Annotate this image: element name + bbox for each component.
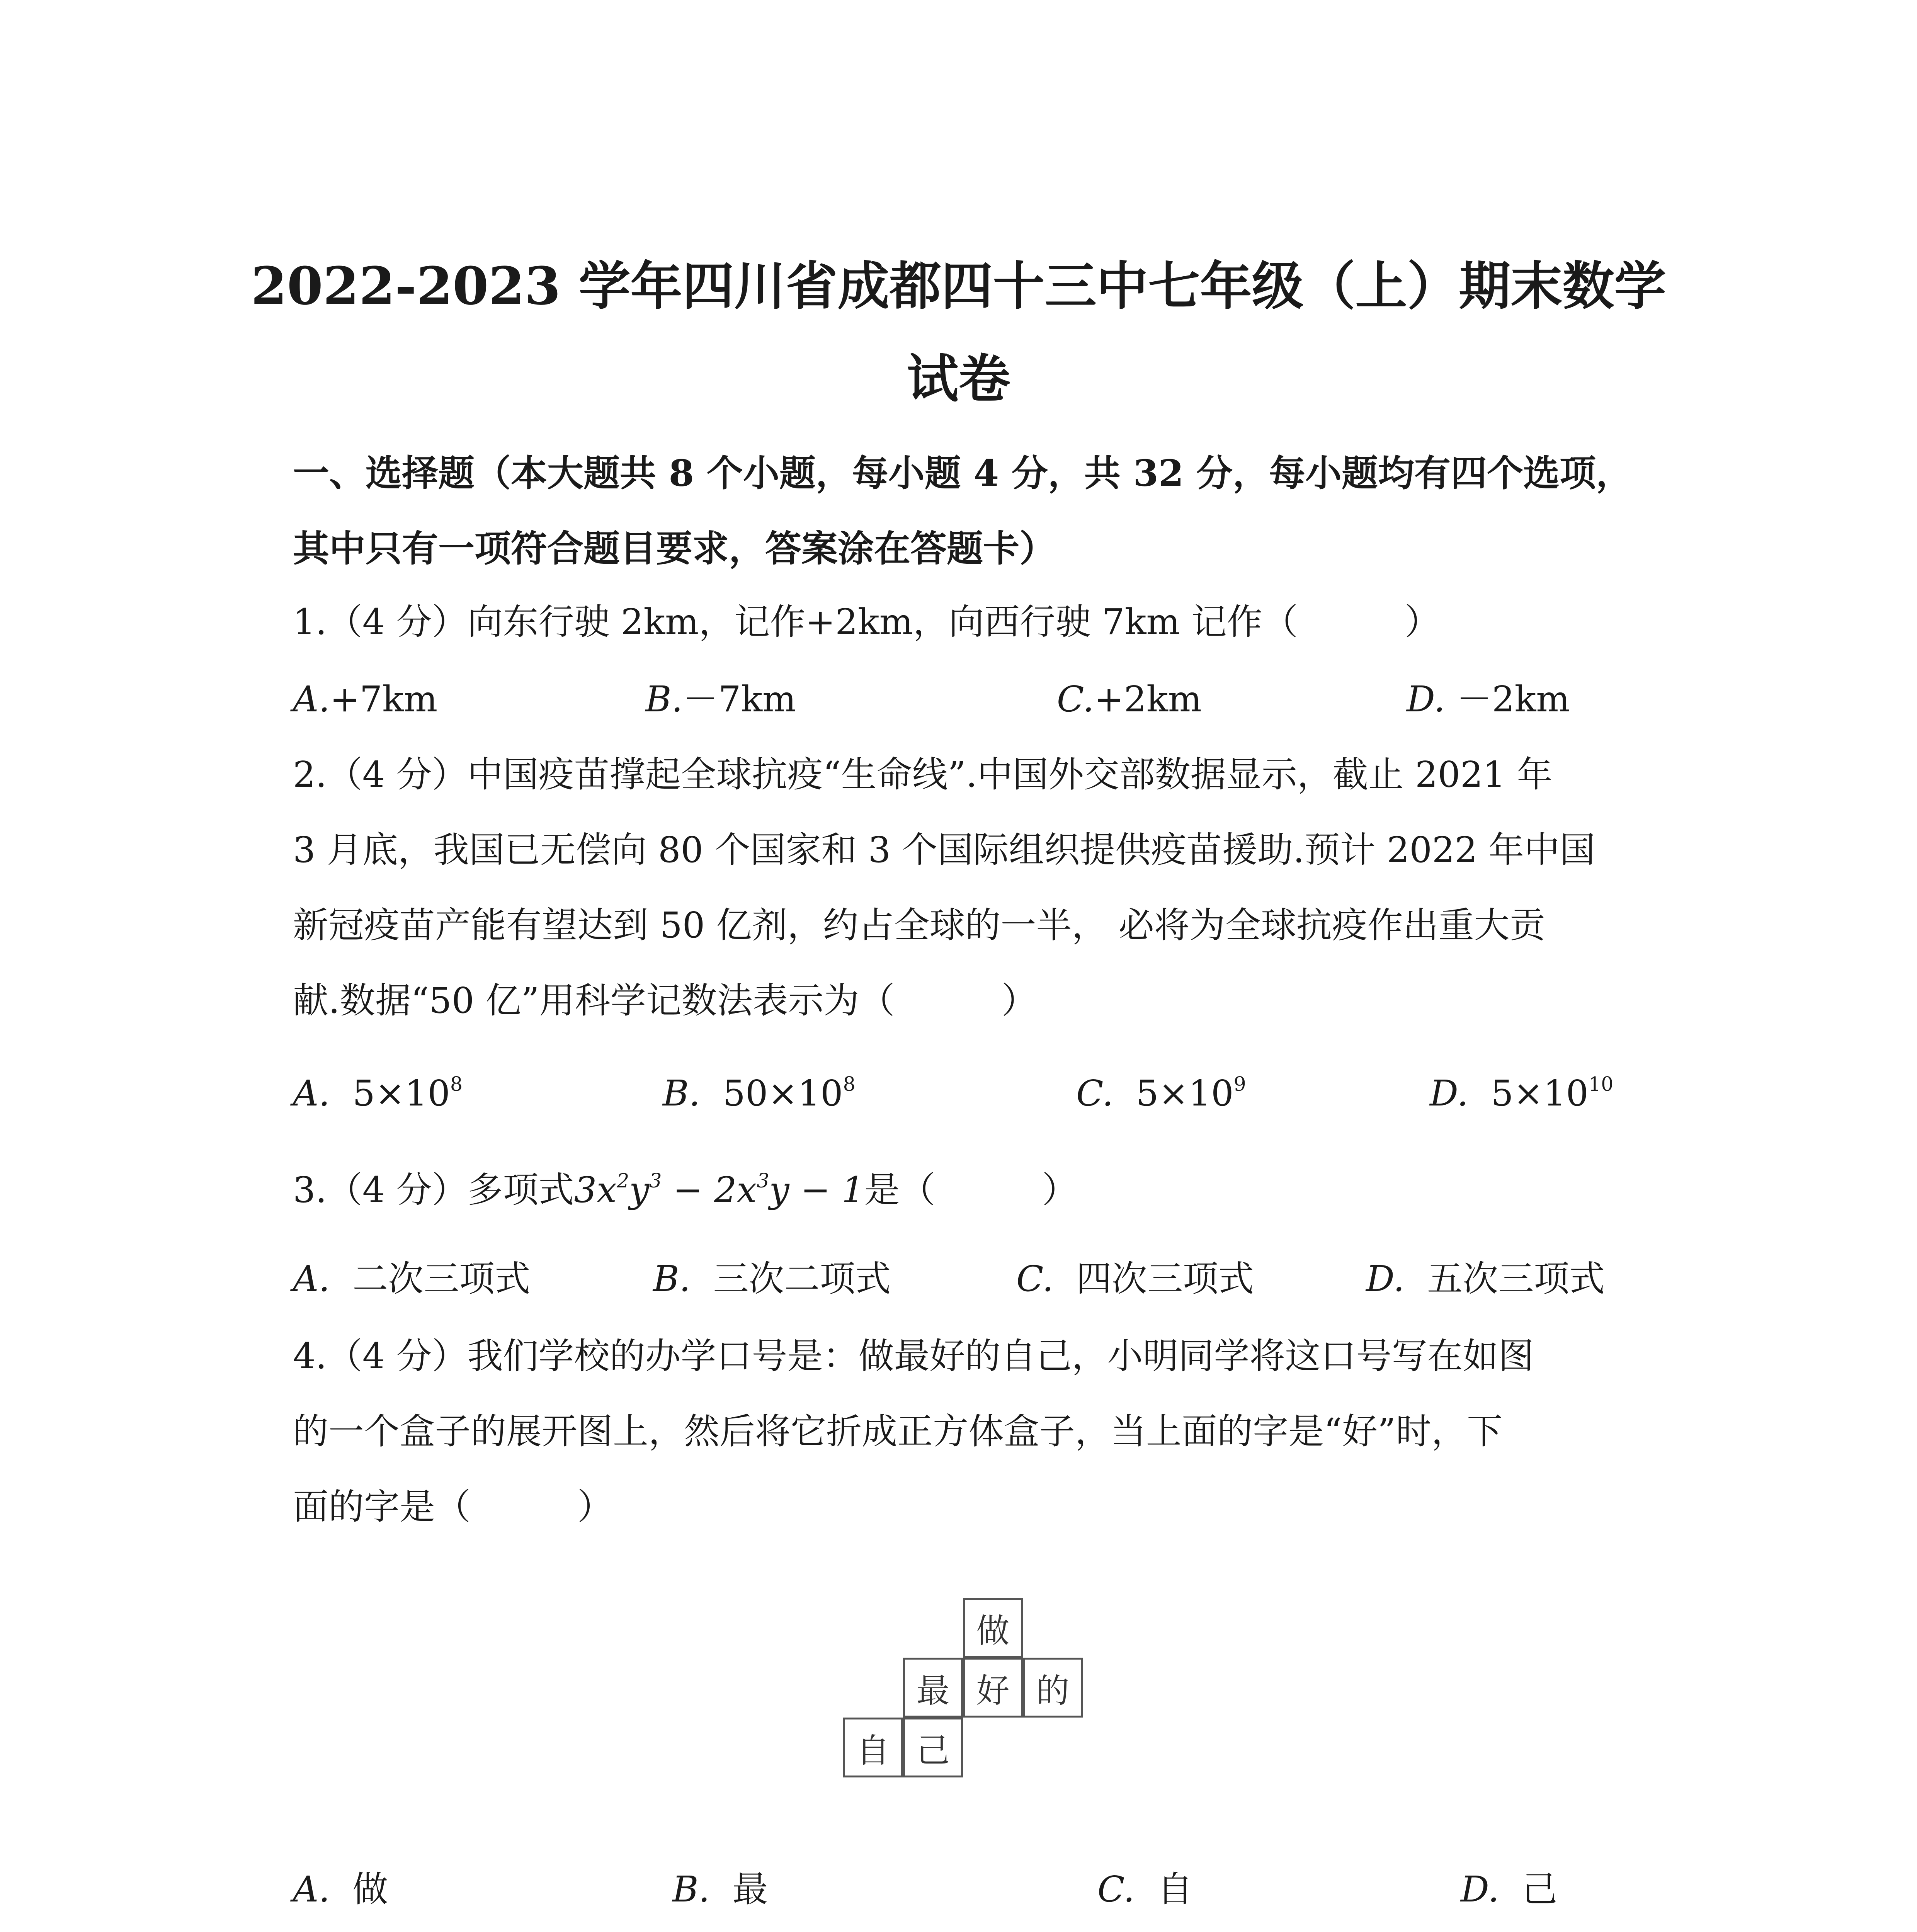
q3-option-c: C. 四次三项式 xyxy=(1016,1258,1254,1299)
q4-option-a: A. 做 xyxy=(293,1869,388,1910)
q2-option-a: A. $5\times 10^8$ xyxy=(293,1073,463,1114)
exam-title-line1: 2022-2023 学年四川省成都四十三中七年级（上）期末数学 xyxy=(251,255,1666,316)
net-cell-zi: 自 xyxy=(843,1718,903,1777)
q4-stem-line3: 面的字是（ ） xyxy=(293,1486,613,1527)
q1-stem: 1.（4 分）向东行驶 2km，记作+2km，向西行驶 7km 记作（ ） xyxy=(293,601,1440,643)
net-cell-zuo: 做 xyxy=(963,1598,1023,1658)
q4-option-d: D. 己 xyxy=(1461,1869,1558,1910)
q1-option-b: B.－7km xyxy=(645,679,796,720)
section-header-line1: 一、选择题（本大题共 8 个小题，每小题 4 分，共 32 分，每小题均有四个选项， xyxy=(293,452,1632,495)
q4-option-b: B. 最 xyxy=(672,1869,768,1910)
net-cell-ji: 己 xyxy=(903,1718,963,1777)
q4-stem-line2: 的一个盒子的展开图上，然后将它折成正方体盒子，当上面的字是“好”时，下 xyxy=(293,1411,1503,1452)
q3-stem: 3.（4 分）多项式$3x^2y^3 - 2x^3y - 1$是（ ） xyxy=(293,1169,1078,1211)
q3-option-d: D. 五次三项式 xyxy=(1366,1258,1605,1299)
q4-option-c: C. 自 xyxy=(1097,1869,1193,1910)
section-header-line2: 其中只有一项符合题目要求，答案涂在答题卡） xyxy=(293,527,1056,570)
q4-stem-line1: 4.（4 分）我们学校的办学口号是：做最好的自己，小明同学将这口号写在如图 xyxy=(293,1335,1534,1377)
q1-option-d: D. －2km xyxy=(1407,679,1570,720)
q1-option-a: A.+7km xyxy=(293,679,438,720)
q2-option-d: D. $5\times 10^{10}$ xyxy=(1430,1073,1614,1114)
q2-stem-line1: 2.（4 分）中国疫苗撑起全球抗疫“生命线”.中国外交部数据显示，截止 2021 年 xyxy=(293,754,1553,795)
q2-stem-line3: 新冠疫苗产能有望达到 50 亿剂，约占全球的一半， 必将为全球抗疫作出重大贡 xyxy=(293,905,1545,946)
exam-title-line2: 试卷 xyxy=(907,348,1010,409)
net-cell-hao: 好 xyxy=(963,1658,1023,1718)
q2-stem-line4: 献.数据“50 亿”用科学记数法表示为（ ） xyxy=(293,980,1037,1021)
q3-option-b: B. 三次二项式 xyxy=(653,1258,891,1299)
q1-option-c: C.+2km xyxy=(1057,679,1202,720)
q2-option-c: C. $5\times 10^9$ xyxy=(1076,1073,1246,1114)
q2-option-b: B. $50\times 10^8$ xyxy=(663,1073,856,1114)
q3-polynomial: $3x^2y^3 - 2x^3y - 1$ xyxy=(574,1169,864,1211)
q2-stem-line2: 3 月底，我国已无偿向 80 个国家和 3 个国际组织提供疫苗援助.预计 2022 年中国 xyxy=(293,829,1596,871)
net-cell-de: 的 xyxy=(1023,1658,1083,1718)
net-cell-zui: 最 xyxy=(903,1658,963,1718)
q3-option-a: A. 二次三项式 xyxy=(293,1258,531,1299)
